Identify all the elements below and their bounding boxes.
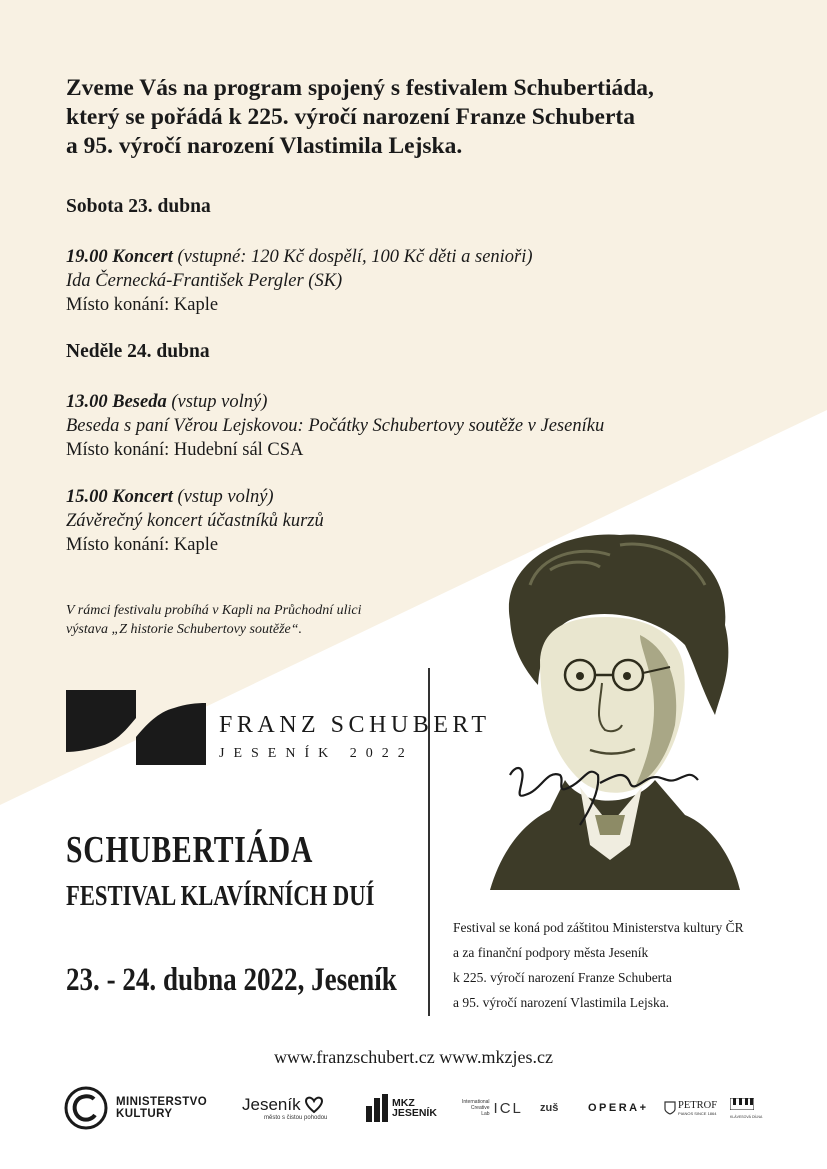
- event-venue: Místo konání: Kaple: [66, 295, 219, 315]
- mkz-line-2: JESENÍK: [392, 1107, 437, 1119]
- logo-mkz-jesenik: [366, 1082, 437, 1134]
- logo-zus: [540, 1082, 558, 1134]
- ministry-line-1: MINISTERSTVO: [116, 1096, 208, 1108]
- creative-lab-line-3: Lab: [481, 1111, 490, 1117]
- festival-logo-name: FRANZ SCHUBERT: [219, 712, 491, 738]
- event-performers: Ida Černecká-František Pergler (SK): [66, 271, 343, 291]
- petrof-crest-icon: [664, 1101, 676, 1115]
- websites[interactable]: www.franzschubert.cz www.mkzjes.cz: [273, 1047, 554, 1067]
- event-description: Závěrečný koncert účastníků kurzů: [66, 511, 324, 531]
- exhibition-note-line-1: V rámci festivalu probíhá v Kapli na Průchodní ulici: [66, 603, 362, 618]
- logo-jesenik: [242, 1082, 327, 1134]
- creative-lab-line-2: Creative: [470, 1105, 490, 1111]
- exhibition-note: [66, 601, 362, 639]
- patronage-line-4: a 95. výročí narození Vlastimila Lejska.: [453, 995, 670, 1010]
- festival-title: SCHUBERTIÁDA: [66, 829, 314, 871]
- event-details: (vstup volný): [166, 392, 268, 412]
- festival-logo-mark: [66, 690, 206, 765]
- logo-creative-lab: [462, 1082, 523, 1134]
- event-description: Beseda s paní Věrou Lejskovou: Počátky Schubertovy soutěže v Jeseníku: [66, 416, 605, 436]
- headline-line-2: který se pořádá k 225. výročí narození Franze Schuberta: [66, 104, 635, 130]
- logo-keyboard-workshop: [730, 1082, 762, 1134]
- patronage-line-2: a za finanční podpory města Jeseník: [453, 945, 649, 960]
- schubert-portrait: [470, 525, 770, 890]
- event-details: (vstupné: 120 Kč dospělí, 100 Kč děti a senioři): [172, 247, 533, 267]
- patronage-text: [453, 915, 744, 1015]
- logo-petrof: [664, 1082, 717, 1134]
- logo-opera-plus: [588, 1082, 649, 1134]
- festival-logo-place-year: JESENÍK 2022: [219, 746, 414, 761]
- headline: [66, 74, 766, 161]
- logo-ministerstvo-kultury: [64, 1082, 207, 1134]
- jesenik-tagline: město s čistou pohodou: [264, 1115, 328, 1121]
- ministry-emblem-icon: [64, 1086, 108, 1130]
- sunday-event-1: [66, 390, 786, 462]
- event-time-title: 19.00 Koncert: [66, 247, 173, 267]
- saturday-heading: Sobota 23. dubna: [66, 196, 211, 217]
- petrof-tagline: PIANOS SINCE 1864: [678, 1111, 717, 1116]
- headline-line-1: Zveme Vás na program spojený s festivalem Schubertiáda,: [66, 75, 654, 101]
- mkz-line-1: MKZ: [392, 1097, 415, 1109]
- opera-plus-logo-text: OPERA+: [588, 1102, 649, 1114]
- exhibition-note-line-2: výstava „Z historie Schubertovy soutěže“.: [66, 622, 303, 637]
- heart-icon: [305, 1096, 323, 1114]
- ministry-line-2: KULTURY: [116, 1108, 173, 1120]
- saturday-event: [66, 245, 786, 317]
- keyboard-workshop-text: KLÁVESOVÁ DÍLNA: [730, 1115, 763, 1119]
- festival-subtitle: FESTIVAL KLAVÍRNÍCH DUÍ: [66, 880, 375, 912]
- headline-line-3: a 95. výročí narození Vlastimila Lejska.: [66, 133, 463, 159]
- event-details: (vstup volný): [172, 487, 274, 507]
- petrof-logo-text: PETROF: [678, 1100, 718, 1111]
- event-time-title: 13.00 Beseda: [66, 392, 167, 412]
- event-venue: Místo konání: Hudební sál CSA: [66, 440, 304, 460]
- event-venue: Místo konání: Kaple: [66, 535, 219, 555]
- piano-keys-icon: [730, 1098, 754, 1110]
- patronage-line-1: Festival se koná pod záštitou Ministerstva kultury ČR: [453, 920, 744, 935]
- mkz-building-icon: [366, 1094, 390, 1122]
- jesenik-logo-text: Jeseník: [242, 1095, 301, 1114]
- creative-lab-mark: ICL: [493, 1099, 523, 1117]
- event-time-title: 15.00 Koncert: [66, 487, 173, 507]
- creative-lab-line-1: International: [462, 1099, 490, 1105]
- festival-dates: 23. - 24. dubna 2022, Jeseník: [66, 962, 397, 998]
- zus-logo-text: zuš: [540, 1102, 559, 1114]
- patronage-line-3: k 225. výročí narození Franze Schuberta: [453, 970, 672, 985]
- sunday-heading: Neděle 24. dubna: [66, 341, 210, 362]
